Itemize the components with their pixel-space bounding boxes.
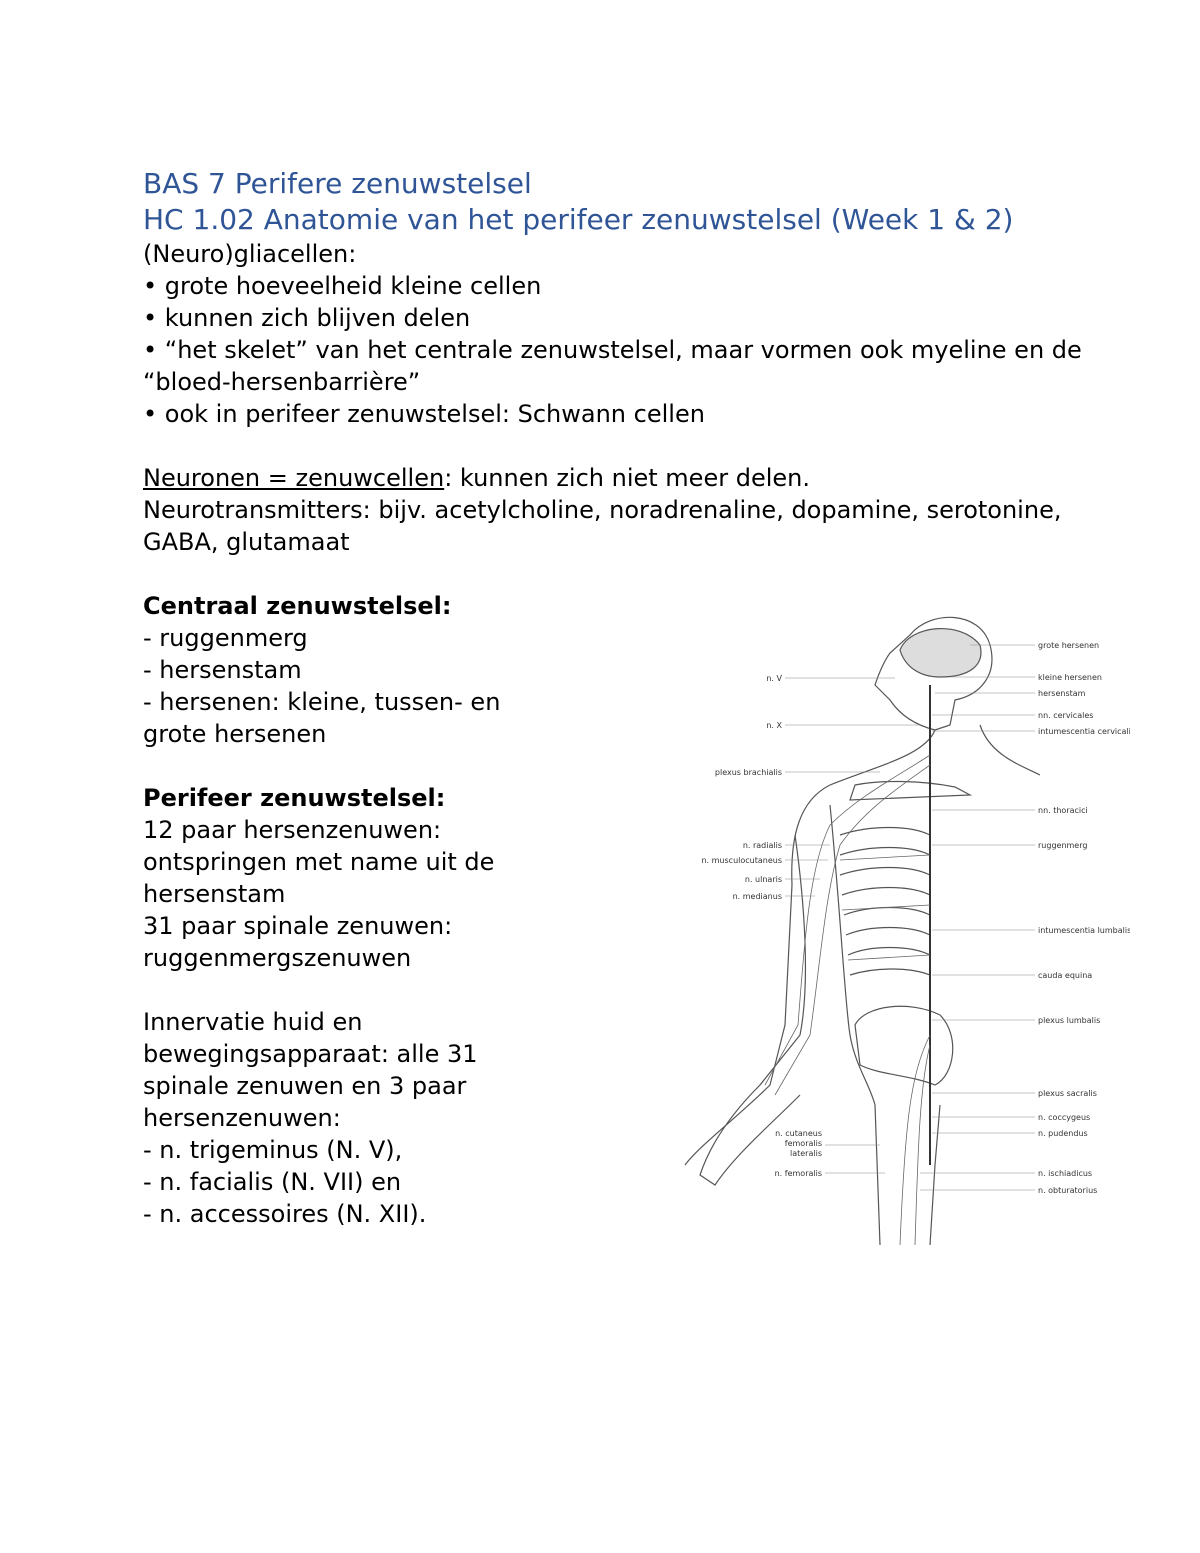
left-column <box>143 590 563 1230</box>
label-n-x: n. X <box>766 721 782 730</box>
label-femoralis: femoralis <box>784 1139 822 1148</box>
list-item: - hersenstam <box>143 656 302 684</box>
document-subtitle: HC 1.02 Anatomie van het perifeer zenuwstelsel (Week 1 & 2) <box>143 203 1014 236</box>
label-kleine-hersenen: kleine hersenen <box>1038 673 1102 682</box>
list-item: - n. facialis (N. VII) en <box>143 1168 402 1196</box>
pns-heading: Perifeer zenuwstelsel: <box>143 784 446 812</box>
pns-spinal: 31 paar spinale zenuwen: ruggenmergszenuwen <box>143 912 453 972</box>
label-n-coccygeus: n. coccygeus <box>1038 1113 1091 1122</box>
innervation-text: Innervatie huid en bewegingsapparaat: alle 31 spinale zenuwen en 3 paar hersenzenuwen: <box>143 1008 478 1132</box>
nervous-system-illustration <box>680 605 1130 1265</box>
label-ruggenmerg: ruggenmerg <box>1038 841 1088 850</box>
label-cauda-equina: cauda equina <box>1038 971 1093 980</box>
label-n-v: n. V <box>766 674 782 683</box>
nervous-system-figure <box>680 605 1130 1265</box>
glia-heading: (Neuro)gliacellen: <box>143 240 357 268</box>
label-plexus-lumbalis: plexus lumbalis <box>1038 1016 1101 1025</box>
label-intumescentia-cervicalis: intumescentia cervicalis <box>1038 727 1130 736</box>
list-item: • kunnen zich blijven delen <box>143 304 471 332</box>
label-n-ulnaris: n. ulnaris <box>744 875 782 884</box>
label-grote-hersenen: grote hersenen <box>1038 641 1100 650</box>
label-nn-cervicales: nn. cervicales <box>1038 711 1094 720</box>
neurons-term: Neuronen = zenuwcellen <box>143 464 445 492</box>
label-hersenstam: hersenstam <box>1038 689 1086 698</box>
label-n-femoralis: n. femoralis <box>774 1169 822 1178</box>
list-item: - n. trigeminus (N. V), <box>143 1136 403 1164</box>
label-n-cutaneus: n. cutaneus <box>775 1129 822 1138</box>
list-item: - ruggenmerg <box>143 624 308 652</box>
label-n-radialis: n. radialis <box>742 841 782 850</box>
label-n-medianus: n. medianus <box>732 892 782 901</box>
label-plexus-brachialis: plexus brachialis <box>714 768 782 777</box>
pns-cranial: 12 paar hersenzenuwen: ontspringen met name uit de hersenstam <box>143 816 495 908</box>
list-item: • grote hoeveelheid kleine cellen <box>143 272 542 300</box>
label-n-pudendus: n. pudendus <box>1038 1129 1088 1138</box>
neurotransmitters-paragraph: Neurotransmitters: bijv. acetylcholine, noradrenaline, dopamine, serotonine, GABA, glutamaat <box>143 496 1062 556</box>
list-item: - n. accessoires (N. XII). <box>143 1200 427 1228</box>
list-item: - hersenen: kleine, tussen- en grote hersenen <box>143 688 501 748</box>
list-item: • “het skelet” van het centrale zenuwstelsel, maar vormen ook myeline en de “bloed-hersenbarrière” <box>143 336 1082 396</box>
list-item: • ook in perifeer zenuwstelsel: Schwann cellen <box>143 400 705 428</box>
document-title: BAS 7 Perifere zenuwstelsel <box>143 167 532 200</box>
label-lateralis: lateralis <box>790 1149 822 1158</box>
label-nn-thoracici: nn. thoracici <box>1038 806 1088 815</box>
label-plexus-sacralis: plexus sacralis <box>1038 1089 1097 1098</box>
neurons-rest: : kunnen zich niet meer delen. <box>444 464 810 492</box>
neurons-paragraph <box>143 462 1093 494</box>
label-n-obturatorius: n. obturatorius <box>1038 1186 1098 1195</box>
label-intumescentia-lumbalis: intumescentia lumbalis <box>1038 926 1130 935</box>
glia-list <box>143 270 1093 430</box>
label-n-musculocutaneus: n. musculocutaneus <box>701 856 782 865</box>
cns-heading: Centraal zenuwstelsel: <box>143 592 452 620</box>
label-n-ischiadicus: n. ischiadicus <box>1038 1169 1093 1178</box>
